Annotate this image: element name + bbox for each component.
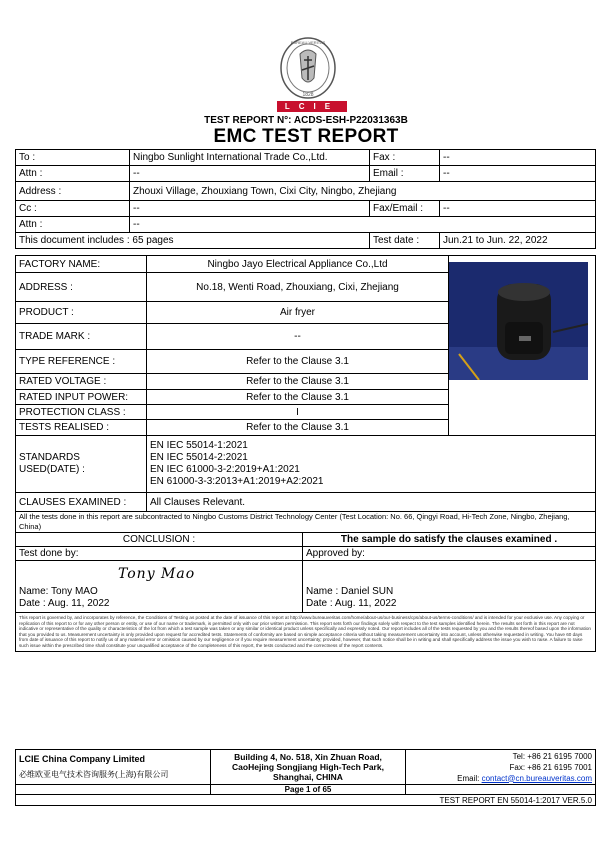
lcie-banner: LCIE (277, 101, 347, 112)
cc-value: -- (130, 201, 370, 217)
footer-table (15, 749, 596, 806)
page-title: EMC TEST REPORT (213, 126, 399, 147)
test-done-by-label: Test done by: (16, 547, 303, 561)
standards-label-line2: USED(DATE) : (19, 464, 85, 475)
fax-label: Fax : (370, 150, 440, 166)
to-label: To : (16, 150, 130, 166)
footer-address-line: CaoHejing Songjiang High-Tech Park, (232, 762, 384, 772)
approver-block (303, 561, 596, 613)
rated-voltage-label: RATED VOLTAGE : (16, 374, 147, 390)
page-number: Page 1 of 65 (211, 785, 406, 795)
faxemail-value: -- (440, 201, 596, 217)
footer-email-link[interactable]: contact@cn.bureauveritas.com (481, 773, 592, 783)
air-fryer-photo (449, 262, 588, 380)
product-label: PRODUCT : (16, 302, 147, 324)
attn-value: -- (130, 166, 370, 182)
test-date-label: Test date : (370, 233, 440, 249)
photo-cell (449, 256, 596, 390)
clauses-label: CLAUSES EXAMINED : (16, 493, 147, 512)
cc-label: Cc : (16, 201, 130, 217)
standards-list (147, 436, 596, 493)
footer-fax: Fax: +86 21 6195 7001 (509, 762, 592, 772)
trademark-label: TRADE MARK : (16, 324, 147, 350)
fax-value: -- (440, 150, 596, 166)
conclusion-label: CONCLUSION : (16, 533, 303, 547)
factory-address-value: No.18, Wenti Road, Zhouxiang, Cixi, Zhejiang (147, 273, 449, 302)
footer-spacer (406, 785, 596, 795)
product-value: Air fryer (147, 302, 449, 324)
photo-cell-bottom (449, 390, 596, 436)
conclusion-value: The sample do satisfy the clauses examined . (303, 533, 596, 547)
type-reference-value: Refer to the Clause 3.1 (147, 350, 449, 374)
test-date-value: Jun.21 to Jun. 22, 2022 (440, 233, 596, 249)
contact-table (15, 149, 596, 249)
footer-address (211, 750, 406, 785)
rated-voltage-value: Refer to the Clause 3.1 (147, 374, 449, 390)
address-label: Address : (16, 182, 130, 201)
rated-power-label: RATED INPUT POWER: (16, 390, 147, 405)
footer-spacer (16, 785, 211, 795)
seal-year: 1828 (302, 92, 314, 98)
approver-date: Date : Aug. 11, 2022 (306, 598, 397, 609)
standards-label-line1: STANDARDS (19, 452, 80, 463)
trademark-value: -- (147, 324, 449, 350)
tester-date: Date : Aug. 11, 2022 (19, 598, 110, 609)
standard-item: EN IEC 55014-1:2021 (150, 440, 248, 451)
to-value: Ningbo Sunlight International Trade Co.,Ltd. (130, 150, 370, 166)
report-number: TEST REPORT N°: ACDS-ESH-P22031363B (204, 115, 408, 126)
standard-item: EN IEC 55014-2:2021 (150, 452, 248, 463)
footer-standard: TEST REPORT EN 55014-1:2017 VER.5.0 (16, 795, 596, 806)
seal-ring-text: BUREAU VERITAS (290, 40, 326, 45)
factory-address-label: ADDRESS : (16, 273, 147, 302)
standard-item: EN IEC 61000-3-2:2019+A1:2021 (150, 464, 300, 475)
tests-realised-label: TESTS REALISED : (16, 420, 147, 436)
type-reference-label: TYPE REFERENCE : (16, 350, 147, 374)
product-table (15, 255, 596, 652)
tester-signature: Tony Mao (118, 566, 196, 582)
company-name: LCIE China Company Limited (19, 754, 146, 764)
factory-label: FACTORY NAME: (16, 256, 147, 273)
approver-name: Name : Daniel SUN (306, 586, 394, 597)
factory-value: Ningbo Jayo Electrical Appliance Co.,Ltd (147, 256, 449, 273)
footer-address-line: Shanghai, CHINA (273, 772, 343, 782)
email-value: -- (440, 166, 596, 182)
clauses-value: All Clauses Relevant. (147, 493, 596, 512)
company-name-cn: 必维欧亚电气技术咨询服务(上海)有限公司 (19, 770, 169, 779)
protection-class-label: PROTECTION CLASS : (16, 405, 147, 420)
standards-label (16, 436, 147, 493)
protection-class-value: I (147, 405, 449, 420)
subcontract-note: All the tests done in this report are subcontracted to Ningbo Customs District Technology Center (Test Location: No. 66, Qingyi Road, Hi-Tech Zone, Ningbo, Zhejiang, China) (16, 512, 596, 533)
attn2-label: Attn : (16, 217, 130, 233)
company-block (16, 750, 211, 785)
footer-email-label: Email: (457, 773, 482, 783)
email-label: Email : (370, 166, 440, 182)
approved-by-label: Approved by: (303, 547, 596, 561)
standard-item: EN 61000-3-3:2013+A1:2019+A2:2021 (150, 476, 324, 487)
attn2-value: -- (130, 217, 596, 233)
rated-power-value: Refer to the Clause 3.1 (147, 390, 449, 405)
tester-name: Name: Tony MAO (19, 586, 98, 597)
attn-label: Attn : (16, 166, 130, 182)
contact-block (406, 750, 596, 785)
page-count: This document includes : 65 pages (16, 233, 370, 249)
tests-realised-value: Refer to the Clause 3.1 (147, 420, 449, 436)
address-value: Zhouxi Village, Zhouxiang Town, Cixi City, Ningbo, Zhejiang (130, 182, 596, 201)
faxemail-label: Fax/Email : (370, 201, 440, 217)
footer-address-line: Building 4, No. 518, Xin Zhuan Road, (234, 752, 382, 762)
footer-tel: Tel: +86 21 6195 7000 (512, 751, 592, 761)
legal-disclaimer: This report is governed by, and incorporates by reference, the Conditions of Testing as posted at the date of issuance of this report at http://www.bureauveritas.com/home/about-us/our-business/cps/about-us/terms-conditions/ and is intended for your exclusive use. Any copying or replication of this report to or for any other person or entity, or use of our name or trademark, is permitted only with our prior written permission. This report sets forth our findings solely with respect to the test samples identified herein. The results set forth in this report are not indicative or representative of the quality or characteristics of the lot from which a test sample was taken or any similar or identical product unless specifically and expressly noted. Our report includes all of the tests requested by you and the results thereof based upon the information that you provided to us. Measurement uncertainty is only provided upon request for accredited tests. Statements of conformity are based on simple acceptance criteria without taking measurement uncertainty into account, unless otherwise requested in writing. You have 60 days from date of issuance of this report to notify us of any material error or omission caused by our negligence or if you require measurement uncertainty; provided, however, that such notice shall be in writing and shall specifically address the issue you wish to raise. A failure to raise such issue within the prescribed time shall constitute your unqualified acceptance of the completeness of this report, the tests conducted and the correctness of the report contents. (16, 613, 596, 652)
